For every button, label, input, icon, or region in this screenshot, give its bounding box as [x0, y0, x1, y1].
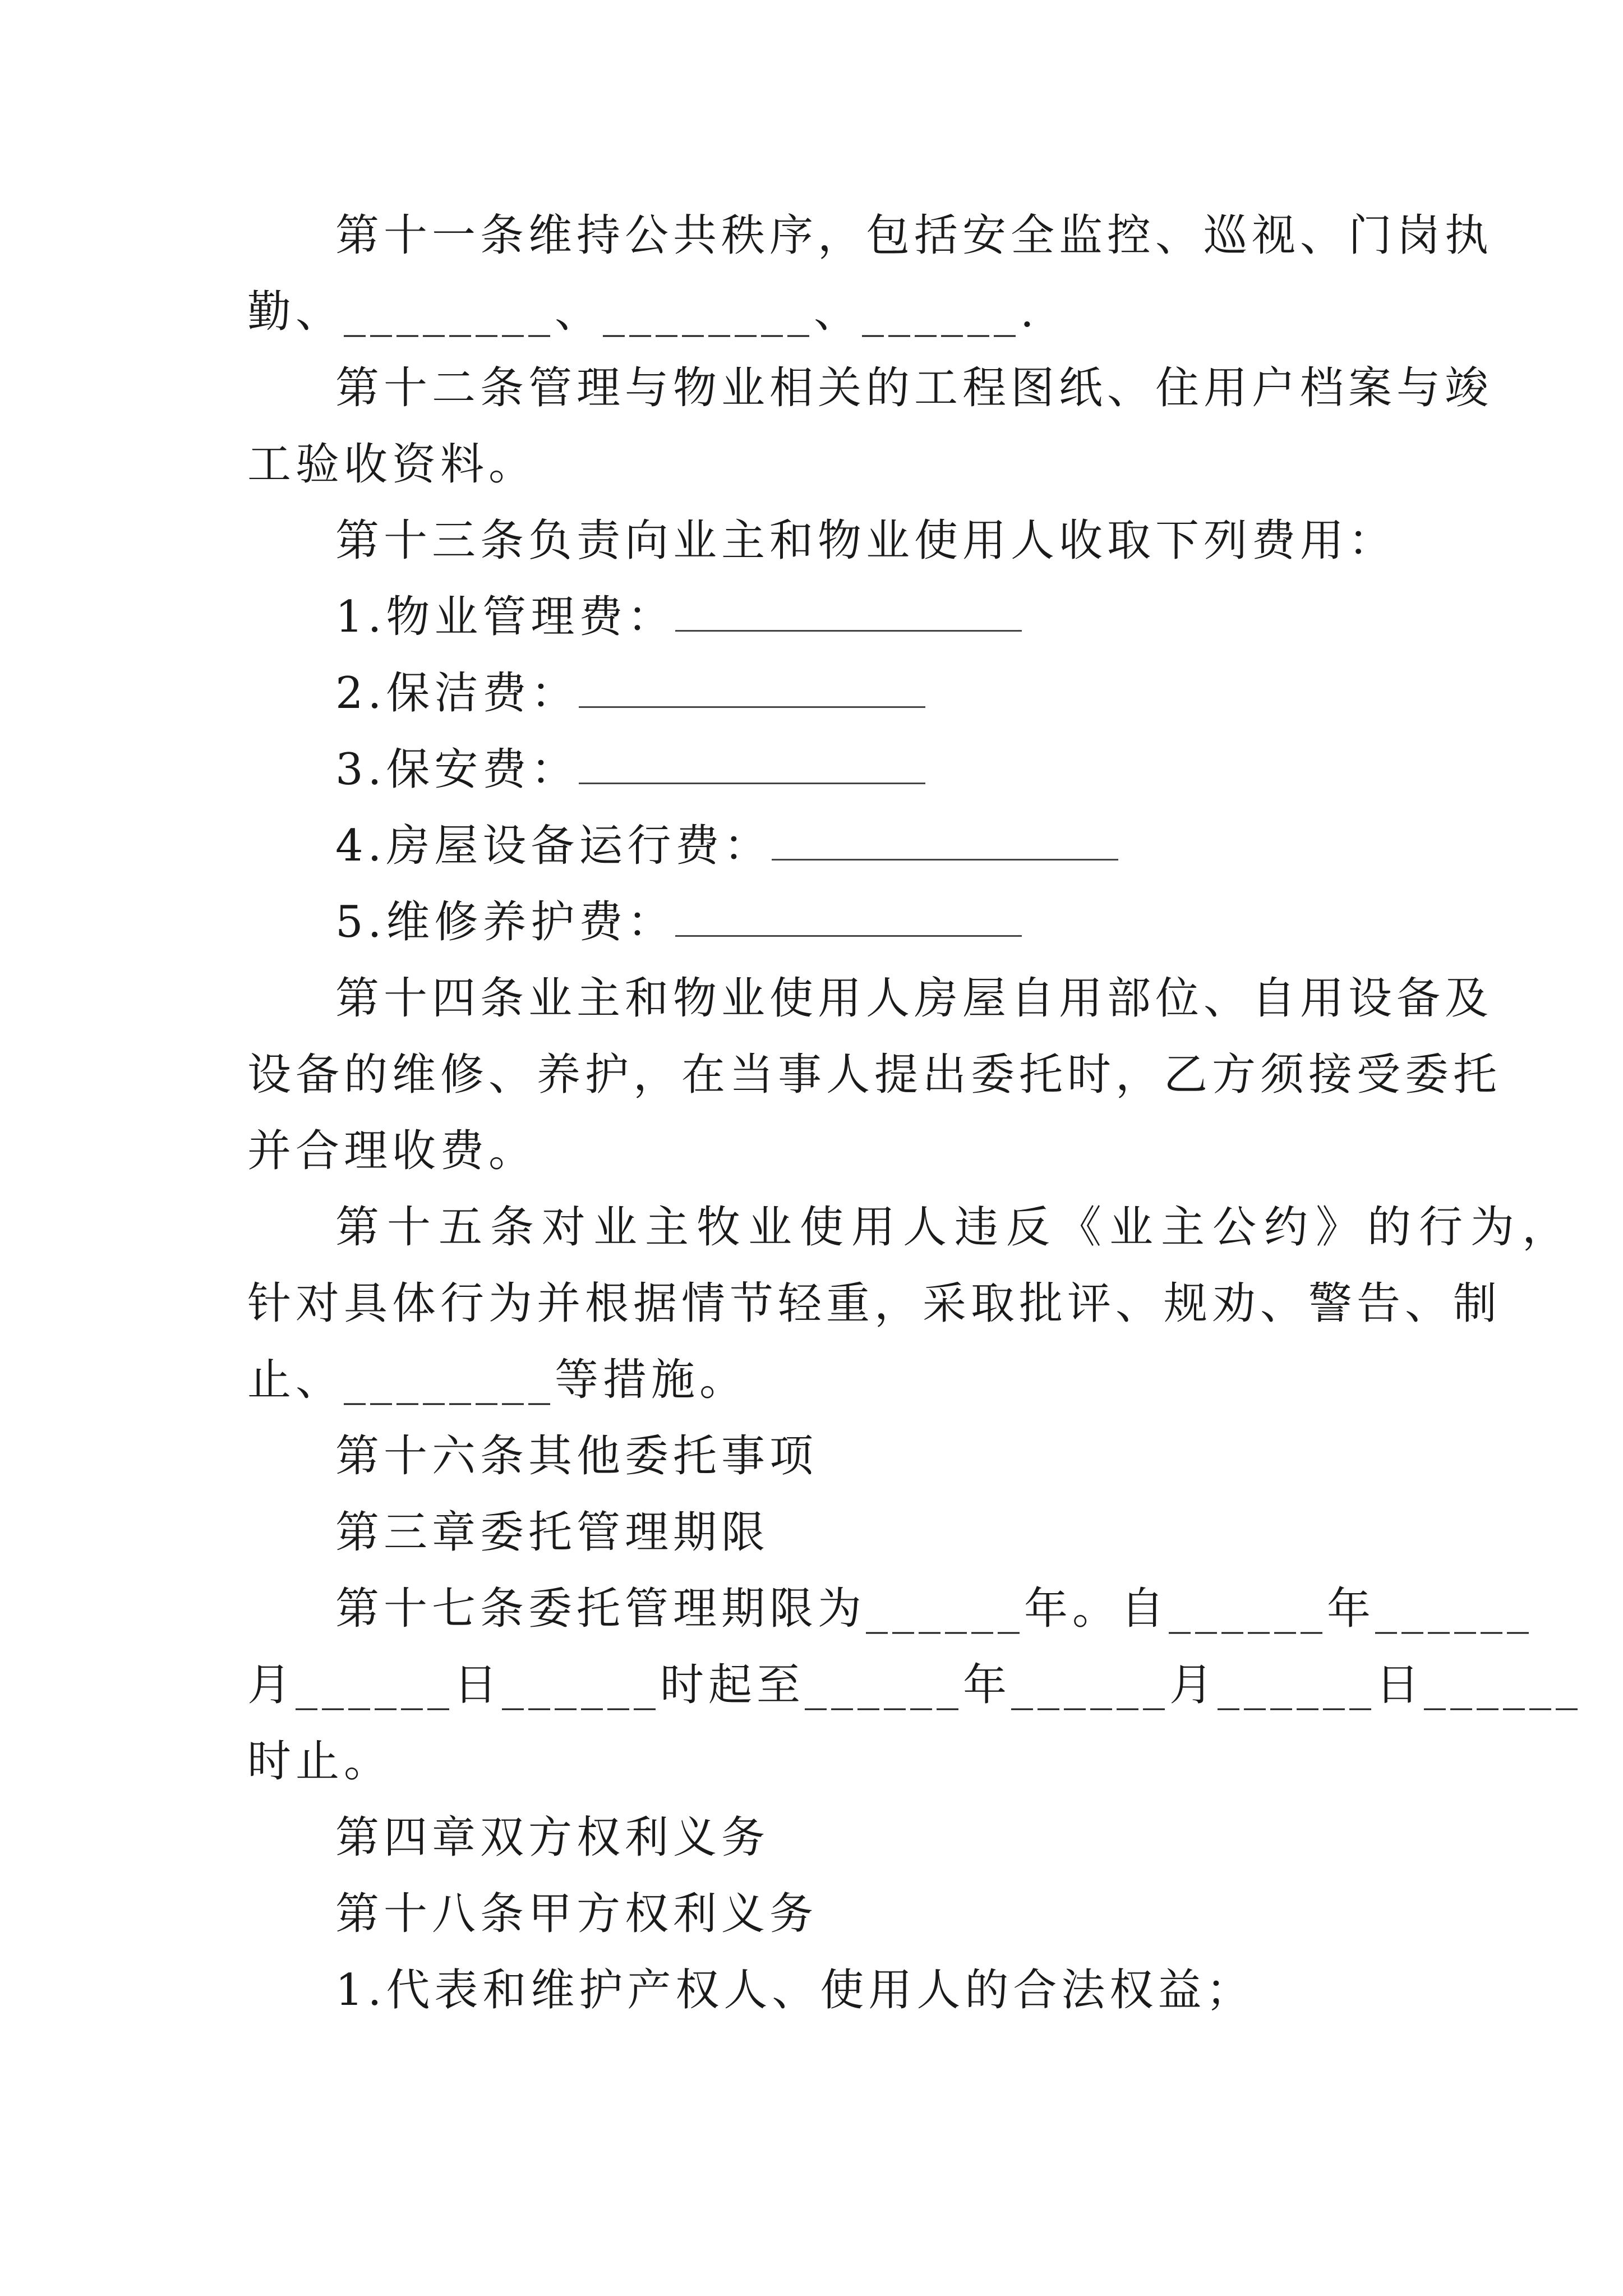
fee-item-4-blank [772, 823, 1118, 861]
article-16: 第十六条其他委托事项 [335, 1431, 818, 1481]
fee-item-3 [335, 743, 1401, 797]
article-14-line-2: 设备的维修、养护，在当事人提出委托时，乙方须接受委托 [247, 1050, 1502, 1100]
fee-item-5-label: 5.维修养护费： [335, 897, 676, 947]
article-15-line-1: 第十五条对业主牧业使用人违反《业主公约》的行为， [335, 1202, 1574, 1253]
fee-item-3-blank [579, 747, 925, 784]
fee-item-4-label: 4.房屋设备运行费： [335, 821, 772, 871]
chapter-4-heading: 第四章双方权利义务 [335, 1812, 770, 1863]
article-14-line-1: 第十四条业主和物业使用人房屋自用部位、自用设备及 [335, 973, 1493, 1024]
fee-item-3-label: 3.保安费： [335, 744, 579, 795]
article-12-line-2: 工验收资料。 [247, 439, 537, 490]
article-11-line-1: 第十一条维持公共秩序，包括安全监控、巡视、门岗执 [335, 210, 1493, 261]
article-15-line-2: 针对具体行为并根据情节轻重，采取批评、规劝、警告、制 [247, 1278, 1502, 1329]
fee-item-2 [335, 666, 1401, 720]
article-18-heading: 第十八条甲方权利义务 [335, 1889, 818, 1939]
chapter-3-heading: 第三章委托管理期限 [335, 1507, 770, 1558]
fee-item-4 [335, 819, 1401, 873]
article-12-line-1: 第十二条管理与物业相关的工程图纸、住用户档案与竣 [335, 363, 1493, 413]
fee-item-2-label: 2.保洁费： [335, 668, 579, 719]
article-14-line-3: 并合理收费。 [247, 1126, 537, 1176]
fee-item-5 [335, 895, 1401, 949]
article-11-line-2: 勤、________、________、______. [247, 287, 1039, 337]
article-18-item-1: 1.代表和维护产权人、使用人的合法权益； [335, 1965, 1255, 2016]
fee-item-1 [335, 590, 1401, 644]
article-17-line-2: 月______日______时起至______年______月______日______ [247, 1660, 1583, 1710]
fee-item-1-label: 1.物业管理费： [335, 592, 676, 642]
article-17-line-1: 第十七条委托管理期限为______年。自______年______ [335, 1584, 1534, 1634]
fee-item-5-blank [675, 899, 1022, 937]
article-13-heading: 第十三条负责向业主和物业使用人收取下列费用： [335, 516, 1397, 566]
fee-item-2-blank [579, 670, 925, 708]
article-17-line-3: 时止。 [247, 1736, 393, 1787]
article-15-line-3: 止、________等措施。 [247, 1355, 748, 1405]
fee-item-1-blank [675, 594, 1022, 632]
